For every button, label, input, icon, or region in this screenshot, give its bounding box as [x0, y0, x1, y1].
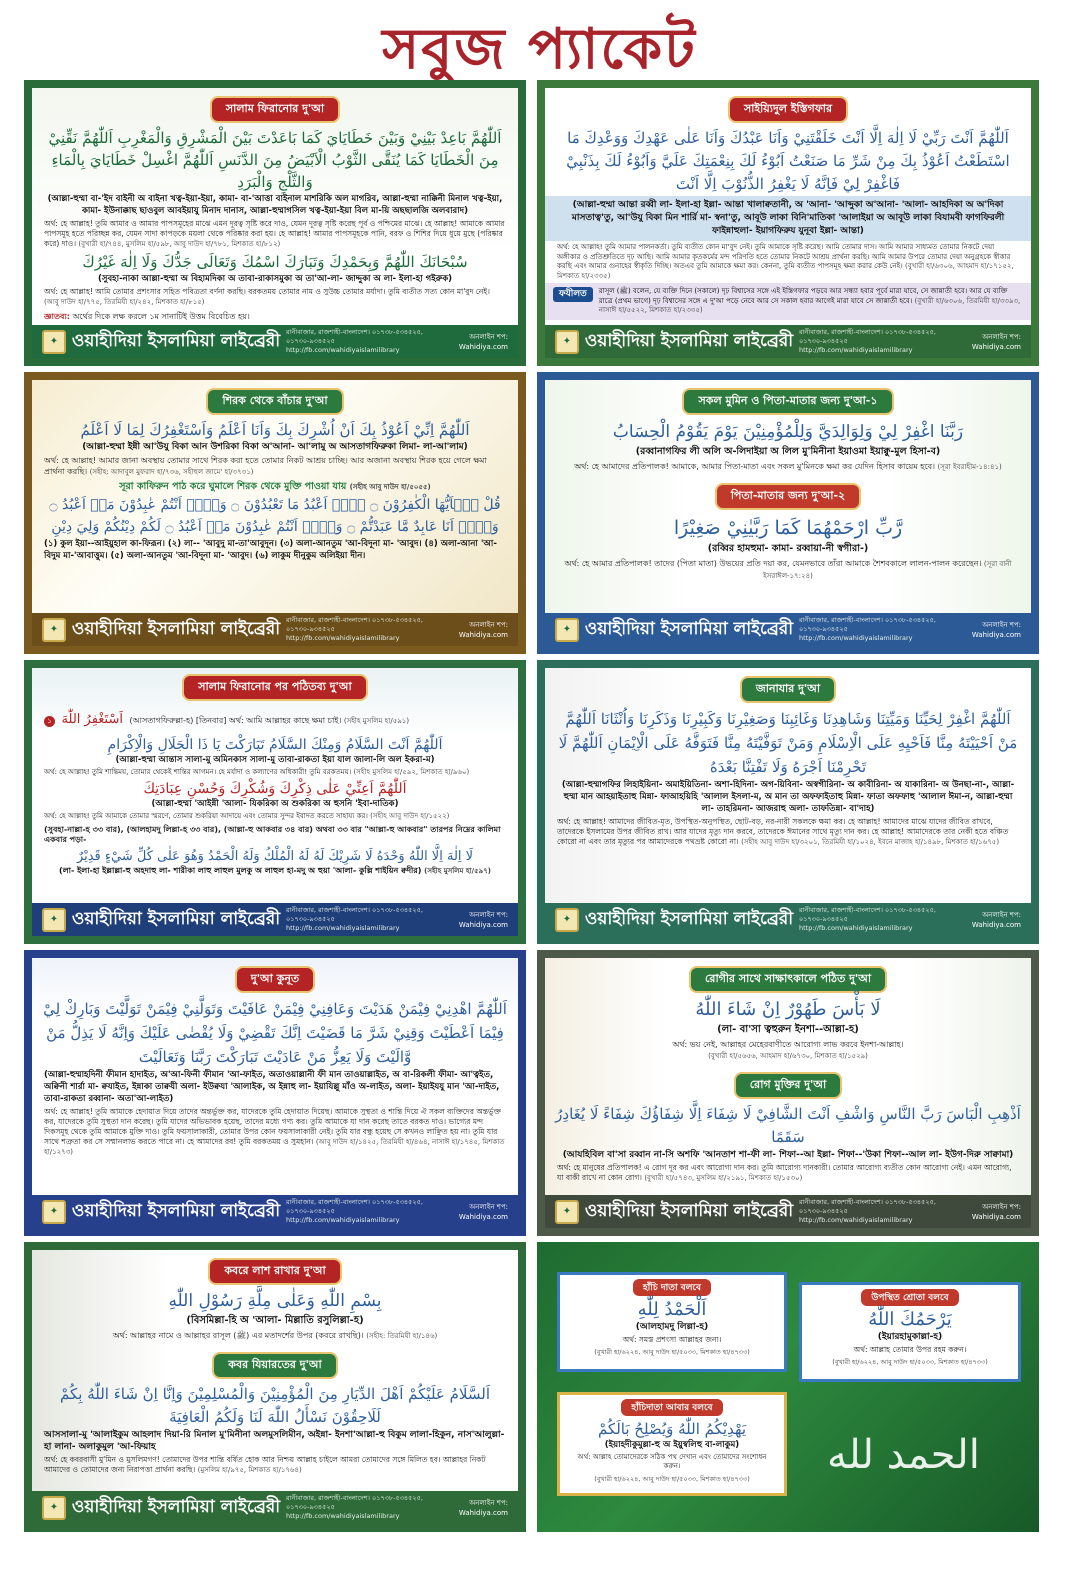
library-logo-icon: ✦: [555, 1200, 579, 1224]
box-arabic: يَرْحَمُكَ اللّٰهُ: [868, 1309, 952, 1330]
card-body: [32, 958, 518, 1195]
box-transliteration: (ইয়াহদীকুমুল্লা-হু অ ইয়ুস্বলিহু বা-লাকুম): [604, 1440, 740, 1450]
card-janaza-dua: [537, 660, 1039, 944]
reference-4: (সহীহ মুসলিম হা/৫৯৭): [424, 867, 491, 875]
library-name: ওয়াহীদিয়া ইসলামিয়া লাইব্রেরী: [71, 330, 281, 351]
arabic-text-2: اَذْهِبِ الْبَاسَ رَبَّ النَّاسِ وَاشْفِ اَنْتَ الشَّافِيْ لَا شِفَاءَ اِلَّا شِفَاؤُكَ شِفَاءً لَا يُغَادِرُ سَقَمًا: [555, 1105, 1021, 1146]
fb-link[interactable]: http://fb.com/wahidiyaislamilibrary: [286, 924, 400, 932]
meaning-2: [545, 1161, 1031, 1185]
address-text: রানীবাজার, রাজশাহী-বাংলাদেশ। ০১৭৩৮-৫৩৪৫২৫, ০১৭৩০-৯৩৪৫২৫: [799, 1198, 936, 1215]
istighfar-reference: (সহীহ মুসলিম হা/৫৯১): [343, 717, 410, 725]
library-name: ওয়াহীদিয়া ইসলামিয়া লাইব্রেরী: [584, 908, 794, 929]
arabic-text: اَللّٰهُمَّ اِنِّيْ اَعُوْذُ بِكَ اَنْ اُشْرِكَ بِكَ وَاَنَا اَعْلَمُ وَاَسْتَغْفِرُكَ لِمَا لَا اَعْلَمُ: [80, 421, 470, 439]
online-site[interactable]: Wahidiya.com: [971, 1212, 1021, 1221]
online-site[interactable]: Wahidiya.com: [971, 630, 1021, 639]
reference-2: (সূরা বানী ইসরাঈল-১৭:২৪): [763, 560, 1012, 580]
fazilat-box: [545, 283, 1031, 320]
card-body: [32, 380, 518, 613]
reference: (বুখারী হা/৫৬৫৬, আহমাদ হা/৬৭৩০, মিশকাত হা/১৫২৯): [708, 1052, 868, 1060]
online-label: অনলাইন শপ:: [469, 1498, 508, 1507]
arabic-text-4: لَا اِلٰهَ اِلَّا اللّٰهُ وَحْدَهُ لَا شَرِيْكَ لَهُ لَهُ الْمُلْكُ وَلَهُ الْحَمْدُ وَهُوَ عَلٰى كُلِّ شَيْءٍ قَدِيْرٌ: [76, 849, 474, 864]
meaning: [545, 815, 1031, 849]
meaning-2: [545, 556, 1031, 584]
card-sick-visit-dua: [537, 950, 1039, 1236]
online-label: অনলাইন শপ:: [469, 910, 508, 919]
library-logo-icon: ✦: [42, 1496, 66, 1520]
card-body: [545, 380, 1031, 613]
meaning-text: অর্থ: হে আল্লাহ! তুমি আমার ও আমার পাপসমূহের মাঝে এমন দূরত্ব সৃষ্টি করে দাও, যেমন দূরত্ব সৃষ্টি করেছ পূর্ব ও পশ্চিমের মাঝে। হে আল্লাহ! আমাকে আমার পাপসমূহ হতে পরিচ্ছন্ন কর, যেমন সাদা কাপড়কে ময়লা থেকে পরিষ্কার করা হয়। হে আল্লাহ! আমার পাপসমূহকে পানি, বরফ ও শিশির দিয়ে ধুয়ে মুছে (পরিষ্কার করে) দাও।: [44, 219, 505, 248]
card-qunut-dua: [24, 950, 526, 1236]
card-body: [32, 88, 518, 325]
arabic-text: لَا بَأْسَ طَهُوْرٌ اِنْ شَاءَ اللّٰهُ: [695, 999, 881, 1020]
online-site[interactable]: Wahidiya.com: [971, 342, 1021, 351]
meaning: [32, 217, 518, 251]
meaning-text: অর্থ: হে আল্লাহ! তুমি আমার পালনকর্তা। তুমি ব্যতীত কোন মা'বুদ নেই। তুমি আমাকে সৃষ্টি করেছ। আমি তোমার দাস। আমি আমার সাধ্যমত তোমার নিকটে দেয়া অঙ্গীকার ও প্রতিশ্রুতিতে দৃঢ় আছি। আমি আমার কৃতকর্মের মন্দ পরিণতি হতে তোমার নিকটে আশ্রয় প্রার্থনা করছি। আমি আমার উপরে তোমার দেয়া অনুগ্রহকে স্বীকার করছি এবং আমার গুনাহের স্বীকৃতি দিচ্ছি। অতএব তুমি আমাকে ক্ষমা কর। কেননা, তুমি ব্যতীত পাপসমূহ ক্ষমা করার কেউ নেই।: [557, 243, 1011, 270]
card-label: কবরে লাশ রাখার দু'আ: [208, 1258, 341, 1285]
transliteration-3: (আল্লা-হুম্মা 'আইন্নী 'আলা- যিকরিকা অ শুকরিকা অ হুসনি 'ইবা-দাতিক): [151, 799, 399, 809]
meaning: [545, 241, 1031, 283]
meaning-3: [32, 810, 518, 823]
fb-link[interactable]: http://fb.com/wahidiyaislamilibrary: [799, 634, 913, 642]
library-address: [799, 1198, 959, 1225]
library-address: [286, 616, 446, 643]
note-label: জ্ঞাতব্য:: [44, 312, 70, 321]
transliteration-2: আসসালা-মু 'আলাইকুম আহলাদ দিয়া-রি মিনাল মু'মিনীনা অলমুসলিমীন, অইন্না- ইনশা'আল্লা-হু বিকুম লালা-হিকুন, নাস'আলুল্লা-হা লানা- অলাকুমুল 'আ-ফিয়াহ: [44, 1430, 505, 1452]
library-name: ওয়াহীদিয়া ইসলামিয়া লাইব্রেরী: [584, 1200, 794, 1221]
arabic-text-2: رَّبِّ ارْحَمْهُمَا كَمَا رَبَّيٰنِيْ صَغِيْرًا: [673, 517, 903, 539]
library-logo-icon: ✦: [42, 330, 66, 354]
box-reference: (বুখারী হা/৬২২৪, আবু দাউদ হা/৫০৩৩, মিশকাত হা/৪৭৩৩): [594, 1475, 750, 1483]
library-name: ওয়াহীদিয়া ইসলামিয়া লাইব্রেরী: [71, 1200, 281, 1221]
transliteration: (আল্লা-হুম্মাগফির লিহাইয়িনা- অমাইয়িতিনা- অশা-হিদিনা- অগ-য়িবিনা- অস্বগীরিনা- অ কাবীরিনা- অ যাকারিনা- অ উনছা-না-, আল্লা-হুম্মা মান আহয়াইতাহু মিন্না- ফাআহয়িহি 'আলাল ইসলা-ম, অ মান তা অফফাইতাহু মিন্না- ফাতা অফফাহু 'আলাল ঈমা-ন, আল্লা-হুম্মা লা- তাহরিমনা- আজরাহু অলা- তাফতিন্না- বা'দাহ): [561, 780, 1015, 814]
meaning: [32, 453, 518, 480]
card-shirk-dua: [24, 372, 526, 654]
library-name: ওয়াহীদিয়া ইসলামিয়া লাইব্রেরী: [71, 908, 281, 929]
transliteration-4: [32, 866, 518, 876]
meaning-text-2: অর্থ: হে মানুষের প্রতিপালক! এ রোগ দূর কর এবং আরোগ্য দান কর। তুমি আরোগ্য দানকারী। তোমার আরোগ্য ব্যতীত কোন আরোগ্য নেই। এমন আরোগ্য, যা বাকী রাখে না কোন রোগ।: [557, 1163, 1012, 1182]
tasbih-line: (সুবহা-নাল্লা-হ ৩৩ বার), (আলহামদু লিল্লা-হ ৩৩ বার), (আল্লা-হু আকবার ৩৪ বার) অথবা ৩৩ বার "আল্লা-হু আকবার" তারপর নিম্নের কালিমা একবার পড়া-: [44, 825, 501, 844]
online-label: অনলাইন শপ:: [469, 1202, 508, 1211]
meaning-text: অর্থ: আল্লাহর নামে ও আল্লাহর রাসূল (ﷺ) এর মতাদর্শের উপর (কবরে রাখছি)।: [112, 1331, 364, 1340]
address-text: রানীবাজার, রাজশাহী-বাংলাদেশ। ০১৭৩৮-৫৩৪৫২৫, ০১৭৩০-৯৩৪৫২৫: [799, 616, 936, 633]
library-logo-icon: ✦: [555, 618, 579, 642]
meaning-text-2: অর্থ: হে আমার প্রতিপালক! তাদের (পিতা মাতা) উভয়ের প্রতি দয়া কর, যেমনভাবে তাঁরা আমাকে শৈশবকালে লালন-পালন করেছেন।: [564, 559, 982, 568]
meaning-text: অর্থ: ভয় নেই, আল্লাহর মেহেরবাণীতে আরোগ্য লাভ করবে ইনশা-আল্লাহ।: [672, 1040, 904, 1049]
listener-box: [799, 1282, 1021, 1382]
card-body: [545, 668, 1031, 903]
library-logo-icon: ✦: [555, 330, 579, 354]
box-label: হাঁচি দাতা বলবে: [633, 1279, 711, 1296]
istighfar-text: (আসতাগফিরুল্লা-হ) [তিনবার] অর্থ: আমি আল্লাহর কাছে ক্ষমা চাই।: [129, 716, 342, 725]
arabic-text-2: اَللّٰهُمَّ اَنْتَ السَّلَامُ وَمِنْكَ السَّلَامُ تَبَارَكْتَ يَا ذَا الْجَلَالِ وَالْاِكْرَامِ: [107, 737, 443, 753]
arabic-text: اَللّٰهُمَّ اَنْتَ رَبِّيْ لَا اِلٰهَ اِلَّا اَنْتَ خَلَقْتَنِيْ وَاَنَا عَبْدُكَ وَاَنَا عَلٰى عَهْدِكَ وَوَعْدِكَ مَا اسْتَطَعْتُ اَعُوْذُ بِكَ مِنْ شَرِّ مَا صَنَعْتُ اَبُوْءُ لَكَ بِنِعْمَتِكَ عَلَيَّ وَاَبُوْءُ لَكَ بِذَنْبِيْ فَاغْفِرْ لِيْ فَاِنَّهُ لَا يَغْفِرُ الذُّنُوْبَ اِلَّا اَنْتَ: [566, 129, 1010, 193]
fazilat-body: রাসূল (ﷺ) বলেন, যে ব্যক্তি দিনে (সকালে) দৃঢ় বিশ্বাসের সঙ্গে এই ইস্তিগফার পড়বে আর সন্ধ্যা হবার পূর্বে মারা যাবে, সে জান্নাতী হবে। আর যে ব্যক্তি রাত্রে (প্রথম ভাগে) দৃঢ় বিশ্বাসের সঙ্গে এ দু'আ পড়ে নেবে আর সে সকাল হবার আগেই মারা যাবে সে জান্নাতী হবে।: [598, 287, 1008, 305]
transliteration: (আল্লা-হুম্মা বা-'ইদ বাইনী অ বাইনা খত্ব-ইয়া-ইয়া, কামা- বা-'আত্তা বাইনাল মাশরিকি অল মাগরিব, আল্লা-হুম্মা নাক্কিনী মিনাল খত্ব-ইয়া, কামা- ইউনাক্কাছ ছাওবুল আবইয়াযু মিনাদ দানাস, আল্লা-হুম্মাগসিল খত্ব-ইয়া-ইয়া বিল মা-য়ি অছছালজি অলবারাদ): [47, 194, 503, 216]
box-arabic: يَهْدِيْكُمُ اللّٰهُ وَيُصْلِحُ بَالَكُمْ: [597, 1420, 747, 1438]
meaning: [32, 1105, 518, 1159]
istighfar-line: [32, 705, 518, 735]
online-shop[interactable]: [959, 910, 1021, 930]
arabic-text: اَللّٰهُمَّ اهْدِنِيْ فِيْمَنْ هَدَيْتَ وَعَافِنِيْ فِيْمَنْ عَافَيْتَ وَتَوَلَّنِيْ فِيْمَنْ تَوَلَّيْتَ وَبَارِكْ لِيْ فِيْمَا اَعْطَيْتَ وَقِنِيْ شَرَّ مَا قَضَيْتَ اِنَّكَ تَقْضِيْ وَلَا يُقْضٰى عَلَيْكَ وَاِنَّهُ لَا يَذِلُّ مَنْ وَّالَيْتَ وَلَا يَعِزُّ مَنْ عَادَيْتَ تَبَارَكْتَ رَبَّنَا وَتَعَالَيْتَ: [43, 1000, 507, 1066]
transliteration-4-text: (লা- ইলা-হা ইল্লাল্লা-হু অহদাহু লা- শারীকা লাহু লাহুল মুলকু অ লাহুল হা-মদু অ হুয়া 'আলা- কুল্লি শাইয়িন ক্বদীর): [59, 866, 422, 875]
arabic-text-3: اَللّٰهُمَّ اَعِنِّيْ عَلٰى ذِكْرِكَ وَشُكْرِكَ وَحُسْنِ عِبَادَتِكَ: [143, 781, 407, 797]
online-shop[interactable]: [446, 1202, 508, 1222]
online-site[interactable]: Wahidiya.com: [458, 1508, 508, 1517]
library-address: [799, 328, 959, 355]
transliteration-2: (রব্বির হামহুমা- কামা- রব্বায়া-নী স্বগীরা-): [707, 543, 869, 554]
card-label: সকল মুমিন ও পিতা-মাতার জন্য দু'আ-১: [682, 388, 893, 415]
address-text: রানীবাজার, রাজশাহী-বাংলাদেশ। ০১৭৩৮-৫৩৪৫২৫, ০১৭৩০-৯৩৪৫২৫: [286, 1494, 423, 1511]
transliteration-kafirun: (১) কুল ইয়া--আইয়ুহাল কা-ফিরূন। (২) লা-- 'আবুদু মা-তা'আবুদূন। (৩) অলা-আনতুম 'আ-বিদূনা মা- 'আবুদ। (৪) অলা-আনা 'আ-বিদুম মা-'আবাত্তুম। (৫) অলা-আনতুম 'আ-বিদূনা মা- 'আবুদ। (৬) লাকুম দীনুকুম অলিইয়া দীন।: [44, 539, 497, 561]
reference: (বুখারী হা/৬৩০৬, আহমাদ হা/১৭১৫২, মিশকাত হা/২৩৩৫): [557, 262, 1014, 280]
reference: (আবু দাউদ হা/১৪২৫, তিরমিযী হা/৪৬৪, নাসাঈ হা/১৭৪৫, মিশকাত হা/১২৭৩): [44, 1138, 505, 1156]
meaning-2: [32, 1453, 518, 1477]
card-after-salam-dua: [24, 660, 526, 944]
box-reference: (বুখারী হা/৬২২৪, আবু দাউদ হা/৫০৩৩, মিশকাত হা/৪৭৩৩): [594, 1348, 750, 1356]
card-label: রোগীর সাথে সাক্ষাৎকালে পঠিত দু'আ: [689, 966, 887, 993]
fb-link[interactable]: http://fb.com/wahidiyaislamilibrary: [286, 1512, 400, 1520]
library-address: [286, 906, 446, 933]
page-title: সবুজ প্যাকেট: [382, 16, 697, 82]
card-footer: [32, 1491, 518, 1524]
istighfar-arabic: اَسْتَغْفِرُ اللّٰهَ: [61, 712, 123, 727]
meaning-text-3: অর্থ: হে আল্লাহ! তুমি আমাকে তোমার স্মরণে, তোমার শুকরিয়া আদায়ে এবং তোমার সুন্দর ইবাদত করতে সাহায্য কর।: [44, 812, 368, 820]
box-label: হাঁচিদাতা আবার বলবে: [621, 1399, 722, 1416]
transliteration: (আল্লা-হুম্মা ইন্নী আ'উযু বিকা আন উশরিকা বিকা অ'আনা- আ'লামু অ আসতাগফিরুকা লিমা- লা-আ'লাম): [82, 442, 468, 452]
box-meaning: অর্থ: আল্লাহ তোমাদেরকে সঠিক পথ দেখান এবং তোমাদের সংশোধন করুন।: [577, 1453, 767, 1470]
card-body: [32, 668, 518, 903]
card-footer: [32, 1195, 518, 1228]
online-site[interactable]: Wahidiya.com: [458, 630, 508, 639]
address-text: রানীবাজার, রাজশাহী-বাংলাদেশ। ০১৭৩৮-৫৩৪৫২৫, ০১৭৩০-৯৩৪৫২৫: [286, 616, 423, 633]
card-label: শিরক থেকে বাঁচার দু'আ: [206, 388, 343, 415]
library-logo-icon: ✦: [42, 908, 66, 932]
online-site[interactable]: Wahidiya.com: [458, 342, 508, 351]
reply-box: [557, 1392, 787, 1496]
arabic-text: اَللّٰهُمَّ بَاعِدْ بَيْنِيْ وَبَيْنَ خَطَايَايَ كَمَا بَاعَدْتَ بَيْنَ الْمَشْرِقِ وَالْمَغْرِبِ اَللّٰهُمَّ نَقِّنِيْ مِنَ الْخَطَايَا كَمَا يُنَقَّى الثَّوْبُ الْاَبْيَضُ مِنَ الدَّنَسِ اَللّٰهُمَّ اغْسِلْ خَطَايَايَ بِالْمَاءِ وَالثَّلْجِ وَالْبَرَدِ: [48, 129, 502, 191]
library-logo-icon: ✦: [42, 618, 66, 642]
meaning-text-2: অর্থ: হে আল্লাহ! তুমি শান্তিময়, তোমার থেকেই শান্তির আগমন। হে মর্যাদা ও কল্যাণের অধিকারী! তুমি বরকতময়।: [44, 768, 352, 776]
online-label: অনলাইন শপ:: [469, 620, 508, 629]
transliteration: (আল্লা-হুম্মাহদিনী ফীমান হাদাইত, অ'আ-ফিনী ফীমান 'আ-ফাইত, অতাওয়াল্লানী ফী মান তাওয়াল্লাইত, অ বা-রিকলী ফীমা- আ'ত্বইত, অক্বিনী শার্রা মা- ক্বযাইত, ইন্নাকা তাক্বযী অলা- ইউক্বযা 'আলাইক, অ ইন্নাহু লা- ইয়াযিল্লু মাঁও অ-লাইত, অলা- ইয়াইযযু মান 'আ-দাইত, তাবা-রাকতা রব্বানা- অতা'আ-লাইত): [44, 1070, 500, 1104]
card-body: [545, 88, 1031, 325]
reference-2: (সহীহ মুসলিম হা/৫৯২, মিশকাত হা/৯৬০): [353, 768, 470, 776]
online-shop[interactable]: [959, 1202, 1021, 1222]
card-footer: [32, 903, 518, 936]
library-address: [286, 328, 446, 355]
online-site[interactable]: Wahidiya.com: [458, 920, 508, 929]
address-text: রানীবাজার, রাজশাহী-বাংলাদেশ। ০১৭৩৮-৫৩৪৫২৫, ০১৭৩০-৯৩৪৫২৫: [799, 328, 936, 345]
library-name: ওয়াহীদিয়া ইসলামিয়া লাইব্রেরী: [71, 618, 281, 639]
box-arabic: اَلْحَمْدُ لِلّٰهِ: [637, 1299, 707, 1320]
meaning-text: অর্থ: হে আল্লাহ! তুমি আমাকে হেদায়াত দিয়ে তাদের অন্তর্ভুক্ত কর, যাদেরকে তুমি হেদায়াত দিয়েছ। আমাকে সুস্থতা ও শান্তি দিয়ে ঐ সকল ব্যক্তিদের অন্তর্ভুক্ত কর, যাদেরকে তুমি সুস্থতা দান করেছ। তুমি যাদের অভিভাবক হয়েছ, তাদের মধ্যে গণ্য কর। তুমি আমাকে যা দান করেছ তাতে বরকত দাও। ভাগ্যের মন্দ দিকসমূহ থেকে তুমি আমাকে মুক্তি দাও। তুমি ফয়সালাকারী, তোমার উপর কোন ফয়সালাকারী নেই। তুমি যার বন্ধু হয়েছ সে কখনও লাঞ্ছিত হয় না। তুমি যার সাথে শত্রুতা কর সে সম্মানলাভ করতে পারে না। হে আমাদের রব! তুমি বরকতময় ও সুমহান।: [44, 1107, 501, 1146]
meaning-2: [32, 766, 518, 779]
online-label: অনলাইন শপ:: [982, 620, 1021, 629]
online-site[interactable]: Wahidiya.com: [971, 920, 1021, 929]
meaning: [545, 1037, 1031, 1064]
online-shop[interactable]: [959, 332, 1021, 352]
online-label: অনলাইন শপ:: [982, 1202, 1021, 1211]
reference: (বুখারী হা/৭৪৪, মুসলিম হা/৫৯৮, আবু দাউদ হা/৭৮১, মিশকাত হা/৮১২): [78, 240, 281, 248]
arabic-text-2: سُبْحَانَكَ اللّٰهُمَّ وَبِحَمْدِكَ وَتَبَارَكَ اسْمُكَ وَتَعَالَى جَدُّكَ وَلَا اِلٰهَ غَيْرُكَ: [82, 253, 468, 271]
card-body: [545, 958, 1031, 1195]
box-meaning: অর্থ: সমস্ত প্রশংসা আল্লাহর জন্য।: [622, 1335, 722, 1344]
box-label: উপস্থিত শ্রোতা বলবে: [861, 1289, 958, 1306]
card-sneeze-dua: [537, 1242, 1039, 1532]
note: [32, 309, 518, 325]
online-shop[interactable]: [446, 332, 508, 352]
card-body: [32, 1250, 518, 1491]
card-parents-dua: [537, 372, 1039, 654]
card-label: জানাযার দু'আ: [740, 676, 836, 703]
transliteration: (বিসমিল্লা-হি অ 'আলা- মিল্লাতি রসুলিল্লা-হ): [186, 1315, 364, 1326]
meaning-text-2: অর্থ: হে আল্লাহ! আমি তোমার প্রশংসার সহিত পবিত্রতা বর্ণনা করছি। বরকতময় তোমার নাম ও সুউচ্চ তোমার মর্যাদা। তুমি ব্যতীত সত্য কোন মা'বুদ নেই।: [44, 287, 490, 296]
arabic-text: بِسْمِ اللّٰهِ وَعَلٰى مِلَّةِ رَسُوْلِ اللّٰهِ: [168, 1291, 382, 1311]
fb-link[interactable]: http://fb.com/wahidiyaislamilibrary: [799, 1216, 913, 1224]
card-footer: [545, 325, 1031, 358]
kafirun-title-text: সূরা কাফিরুন পাঠ করে ঘুমালে শিরক থেকে মুক্তি পাওয়া যায়: [119, 481, 347, 492]
card-label-2: রোগ মুক্তির দু'আ: [734, 1072, 843, 1099]
fb-link[interactable]: http://fb.com/wahidiyaislamilibrary: [799, 924, 913, 932]
card-footer: [545, 1195, 1031, 1228]
reference-2: (আবু দাউদ হা/৭৭৫, তিরমিযী হা/২৪২, মিশকাত হা/৮১৫): [44, 298, 205, 306]
reference: (সহীহ আবু দাউদ হা/৩২০১, তিরমিযী হা/১০২৪, ইবনে মাজাহ হা/১৪৯৮, মিশকাত হা/১৬৭৫): [741, 838, 1000, 846]
card-footer: [32, 613, 518, 646]
card-footer: [545, 903, 1031, 936]
transliteration-2: (সুবহা-নাকা আল্লা-হুম্মা অ বিহামদিকা অ তাবা-রাকাসমুকা অ তা'আ-লা- জাদ্দুকা অ লা- ইলা-হা গইরুক): [97, 274, 453, 284]
meaning: [545, 459, 1031, 475]
card-footer: [545, 613, 1031, 646]
arabic-text-2: اَلسَّلَامُ عَلَيْكُمْ اَهْلَ الدِّيَارِ مِنَ الْمُؤْمِنِيْنَ وَالْمُسْلِمِيْنَ وَاِنَّا اِنْ شَاءَ اللّٰهُ بِكُمْ لَلَاحِقُوْنَ نَسْأَلُ اللّٰهَ لَنَا وَلَكُمُ الْعَافِيَةَ: [59, 1385, 490, 1426]
card-salam-dua: [24, 80, 526, 366]
reference-3: (সহীহ আবু দাউদ হা/১৫২২): [370, 812, 450, 820]
online-label: অনলাইন শপ:: [469, 332, 508, 341]
online-shop[interactable]: [446, 620, 508, 640]
arabic-text: اَللّٰهُمَّ اغْفِرْ لِحَيِّنَا وَمَيِّتِنَا وَشَاهِدِنَا وَغَائِبِنَا وَصَغِيْرِنَا وَكَبِيْرِنَا وَذَكَرِنَا وَاُنْثَانَا اَللّٰهُمَّ مَنْ اَحْيَيْتَهُ مِنَّا فَاَحْيِهِ عَلَى الْاِسْلَامِ وَمَنْ تَوَفَّيْتَهُ مِنَّا فَتَوَفَّهُ عَلَى الْاِيْمَانِ اَللّٰهُمَّ لَا تَحْرِمْنَا اَجْرَهُ وَلَا تَفْتِنَّا بَعْدَهُ: [558, 710, 1018, 776]
fazilat-tag: ফযীলত: [553, 287, 593, 302]
fazilat-text: [599, 287, 1023, 316]
library-name: ওয়াহীদিয়া ইসলামিয়া লাইব্রেরী: [584, 618, 794, 639]
address-text: রানীবাজার, রাজশাহী-বাংলাদেশ। ০১৭৩৮-৫৩৪৫২৫, ০১৭৩০-৯৩৪৫২৫: [286, 906, 423, 923]
box-transliteration: (ইয়ারহামুকাল্লা-হ): [877, 1332, 943, 1342]
transliteration-2: (আযহিবিল বা'সা রব্বান না-সি অশফি 'আনতাশ শা-ফী লা- শিফা--আ ইল্লা- শিফা--'উকা শিফা--আল লা- ইউগ-দিরু সাক্বামা): [562, 1150, 1014, 1160]
library-address: [286, 1494, 446, 1521]
library-name: ওয়াহীদিয়া ইসলামিয়া লাইব্রেরী: [71, 1496, 281, 1517]
address-text: রানীবাজার, রাজশাহী-বাংলাদেশ। ০১৭৩৮-৫৩৪৫২৫, ০১৭৩০-৯৩৪৫২৫: [286, 1198, 423, 1215]
fazilat-reference: (বুখারী হা/৬৩০৬, তিরমিযী হা/৩৩৯৩, নাসাঈ হা/৫৫২২, মিশকাত হা/২৩৩৫): [598, 296, 1021, 314]
online-shop[interactable]: [959, 620, 1021, 640]
arabic-kafirun: قُلْ يٰۤاَيُّهَا الْكٰفِرُوْنَ ۝ لَاۤ اَعْبُدُ مَا تَعْبُدُوْنَ ۝ وَلَاۤ اَنْتُمْ عٰبِدُوْنَ مَاۤ اَعْبُدُ ۝ وَلَاۤ اَنَا عَابِدٌ مَّا عَبَدْتُّمْ ۝ وَلَاۤ اَنْتُمْ عٰبِدُوْنَ مَاۤ اَعْبُدُ ۝ لَكُمْ دِيْنُكُمْ وَلِيَ دِيْنِ: [49, 497, 501, 535]
kafirun-title: [32, 480, 518, 494]
meaning-text-2: অর্থ: হে কবরবাসী মু'মিন ও মুসলিমগণ! তোমাদের উপর শান্তি বর্ষিত হোক আর নিশ্চয় আল্লাহ চাইলে আমরা তোমাদের সঙ্গে মিলিত হব। আল্লাহর নিকট আমাদের ও তোমাদের জন্য নিরাপত্তা প্রার্থনা করছি।: [44, 1455, 486, 1474]
card-label: দু'আ কুনূত: [235, 966, 315, 993]
box-reference: (বুখারী হা/৬২২৪, আবু দাউদ হা/৫০৩৩, মিশকাত হা/৪৭৩৩): [832, 1358, 988, 1366]
reference: (সহীহ: তিরমিযী হা/১৪৬): [366, 1332, 438, 1340]
library-address: [286, 1198, 446, 1225]
meaning-text: অর্থ: হে আল্লাহ! আমাদের জীবিত-মৃত, উপস্থিত-অনুপস্থিত, ছোট-বড়, নর-নারী সকলকে ক্ষমা কর। হে আল্লাহ! আমাদের মাঝে যাদের জীবিত রাখবে, তাদেরকে ইসলামের উপর জীবিত রাখ। আর যাদের মৃত্যু দান করবে, তাদেরকে ঈমানের সাথে মৃত্যু দান কর। হে আল্লাহ! আমাদেরকে তার নেকী হতে বঞ্চিত কোরো না এবং তার মৃত্যুর পর আমাদেরকে পথভ্রষ্ট কোরো না।: [557, 817, 1009, 846]
arabic-text: رَبَّنَا اغْفِرْ لِيْ وَلِوَالِدَيَّ وَلِلْمُؤْمِنِيْنَ يَوْمَ يَقُوْمُ الْحِسَابُ: [612, 422, 964, 442]
card-label-2: কবর যিয়ারতের দু'আ: [212, 1352, 337, 1379]
alhamdulillah-calligraphy: الحمد لله: [827, 1432, 980, 1478]
library-name: ওয়াহীদিয়া ইসলামিয়া লাইব্রেরী: [584, 330, 794, 351]
number-badge: ১: [44, 716, 55, 727]
library-address: [799, 616, 959, 643]
reference-2: (মুসলিম হা/৯৭৫, মিশকাত হা/১৭৬৪): [197, 1466, 302, 1474]
meaning: [32, 1328, 518, 1344]
transliteration: (লা- বা'সা ত্বহুরুন ইনশা--আল্লা-হ): [717, 1024, 859, 1035]
online-site[interactable]: Wahidiya.com: [458, 1212, 508, 1221]
box-meaning: অর্থ: আল্লাহ তোমার উপর রহম করুন।: [853, 1345, 967, 1354]
meaning-text: অর্থ: হে আল্লাহ! আমার জানা অবস্থায় তোমার সাথে শিরক করা হতে তোমার নিকট আশ্রয় চাচ্ছি। আর অজানা অবস্থায় শিরক হয়ে গেলে ক্ষমা প্রার্থনা করছি।: [44, 456, 487, 476]
transliteration: (আল্লা-হুম্মা আন্তা রব্বী লা- ইলা-হা ইল্লা- আন্তা খালাক্বতানী, অ 'আনা- 'আব্দুকা অ'আনা- 'আলা- আহদিকা অ অ'দিকা মাসতাত্ব'তু, আ'উযু বিকা মিন শার্রি মা- স্বনা'তু, আবূউ লাকা বিনি'মাতিকা 'আলাইয়া অ আবূউ লাকা বিযামবী ফাগফিরলী ফাইন্নাহুলা- ইয়াগফিরুয যুনূবা ইল্লা- আন্তা): [545, 196, 1031, 241]
address-text: রানীবাজার, রাজশাহী-বাংলাদেশ। ০১৭৩৮-৫৩৪৫২৫, ০১৭৩০-৯৩৪৫২৫: [286, 328, 423, 345]
meaning-2: [32, 285, 518, 309]
fb-link[interactable]: http://fb.com/wahidiyaislamilibrary: [286, 634, 400, 642]
transliteration-2: (আল্লা-হুম্মা আন্তাস সালা-মু অমিনকাস সালা-মু তাবা-রাকতা ইয়া যাল জালা-লি অল ইকরা-ম): [115, 755, 435, 765]
card-label: সালাম ফিরানোর দু'আ: [210, 96, 340, 123]
kafirun-reference: (সহীহ আবু দাউদ হা/৫০৫৫): [349, 483, 431, 491]
fb-link[interactable]: http://fb.com/wahidiyaislamilibrary: [286, 346, 400, 354]
reference: (সূরা ইবরাহীম-১৪:৪১): [937, 463, 1002, 471]
library-logo-icon: ✦: [555, 908, 579, 932]
card-label: সাইয়্যিদুল ইস্তিগফার: [728, 96, 848, 123]
online-label: অনলাইন শপ:: [982, 910, 1021, 919]
transliteration: (রব্বানাগফির লী অলি অ-লিদাইয়া অ লিল মু'মিনীনা ইয়াওমা ইয়াক্বু-মুল হিসা-ব): [635, 446, 941, 457]
card-sayyidul-istighfar: [537, 80, 1039, 366]
library-address: [799, 906, 959, 933]
card-label-2: পিতা-মাতার জন্য দু'আ-২: [715, 483, 861, 510]
online-shop[interactable]: [446, 910, 508, 930]
meaning-text: অর্থ: হে আমাদের প্রতিপালক! আমাকে, আমার পিতা-মাতা এবং সকল মু'মিনকে ক্ষমা কর যেদিন হিসাব কায়েম হবে।: [574, 462, 935, 471]
note-text: অর্থের দিকে লক্ষ করলে ১ম সানাটিই উত্তম বিবেচিত হয়।: [72, 312, 250, 321]
online-label: অনলাইন শপ:: [982, 332, 1021, 341]
library-logo-icon: ✦: [42, 1200, 66, 1224]
reference-2: (বুখারী হা/৫৭৪৩, মুসলিম হা/২১৯১, মিশকাত হা/১৫৩০): [644, 1174, 803, 1182]
sneeze-box: [557, 1272, 787, 1372]
card-footer: [32, 325, 518, 358]
fb-link[interactable]: http://fb.com/wahidiyaislamilibrary: [286, 1216, 400, 1224]
online-shop[interactable]: [446, 1498, 508, 1518]
card-grave-dua: [24, 1242, 526, 1532]
fb-link[interactable]: http://fb.com/wahidiyaislamilibrary: [799, 346, 913, 354]
address-text: রানীবাজার, রাজশাহী-বাংলাদেশ। ০১৭৩৮-৫৩৪৫২৫, ০১৭৩০-৯৩৪৫২৫: [799, 906, 936, 923]
card-label: সালাম ফিরানোর পর পঠিতব্য দু'আ: [182, 674, 367, 701]
box-transliteration: (আলহামদু লিল্লা-হ): [635, 1322, 709, 1332]
reference: (সহীহ: আদাবুল মুফরাদ হা/৭৩৬, সহীহুল জামে' হা/৩৭৩১): [89, 468, 254, 476]
